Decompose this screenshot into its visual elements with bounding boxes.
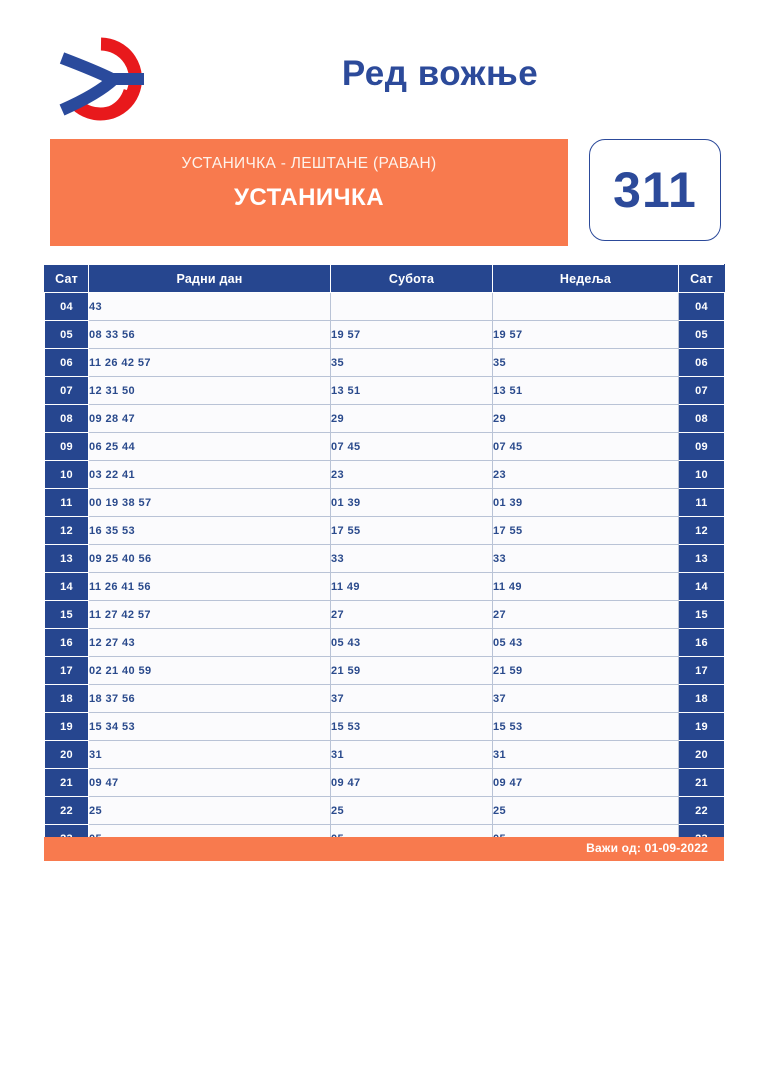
saturday-times-cell: 11 49 — [331, 573, 493, 601]
hour-cell-right: 22 — [679, 797, 725, 825]
weekday-times-cell: 03 22 41 — [89, 461, 331, 489]
sunday-times-cell: 17 55 — [493, 517, 679, 545]
table-row — [45, 545, 725, 573]
saturday-times-cell: 01 39 — [331, 489, 493, 517]
hour-cell-right: 14 — [679, 573, 725, 601]
hour-cell-right: 21 — [679, 769, 725, 797]
hour-cell-left: 05 — [45, 321, 89, 349]
hour-cell-left: 09 — [45, 433, 89, 461]
table-header — [45, 265, 725, 293]
saturday-times-cell: 23 — [331, 461, 493, 489]
sunday-times-cell: 23 — [493, 461, 679, 489]
weekday-times-cell: 09 28 47 — [89, 405, 331, 433]
weekday-times-cell: 00 19 38 57 — [89, 489, 331, 517]
weekday-times-cell: 31 — [89, 741, 331, 769]
sunday-times-cell: 31 — [493, 741, 679, 769]
saturday-times-cell: 31 — [331, 741, 493, 769]
weekday-times-cell: 02 21 40 59 — [89, 657, 331, 685]
column-header-saturday: Субота — [331, 265, 493, 293]
weekday-times-cell: 15 34 53 — [89, 713, 331, 741]
table-row — [45, 377, 725, 405]
table-row — [45, 601, 725, 629]
saturday-times-cell: 21 59 — [331, 657, 493, 685]
sunday-times-cell: 19 57 — [493, 321, 679, 349]
hour-cell-right: 15 — [679, 601, 725, 629]
hour-cell-right: 19 — [679, 713, 725, 741]
line-number: 311 — [613, 162, 697, 218]
route-name: УСТАНИЧКА - ЛЕШТАНЕ (РАВАН) — [181, 155, 437, 172]
table-body — [45, 293, 725, 853]
sunday-times-cell: 21 59 — [493, 657, 679, 685]
hour-cell-left: 15 — [45, 601, 89, 629]
hour-cell-right: 07 — [679, 377, 725, 405]
hour-cell-left: 20 — [45, 741, 89, 769]
weekday-times-cell: 25 — [89, 797, 331, 825]
saturday-times-cell: 17 55 — [331, 517, 493, 545]
saturday-times-cell: 07 45 — [331, 433, 493, 461]
sunday-times-cell: 01 39 — [493, 489, 679, 517]
weekday-times-cell: 12 31 50 — [89, 377, 331, 405]
hour-cell-right: 10 — [679, 461, 725, 489]
column-header-sunday: Недеља — [493, 265, 679, 293]
hour-cell-left: 11 — [45, 489, 89, 517]
sunday-times-cell: 29 — [493, 405, 679, 433]
valid-from-label: Важи од: 01-09-2022 — [586, 841, 708, 855]
weekday-times-cell: 09 25 40 56 — [89, 545, 331, 573]
line-number-badge — [589, 139, 721, 241]
weekday-times-cell: 12 27 43 — [89, 629, 331, 657]
weekday-times-cell: 11 27 42 57 — [89, 601, 331, 629]
hour-cell-right: 17 — [679, 657, 725, 685]
table-row — [45, 461, 725, 489]
table-row — [45, 321, 725, 349]
sunday-times-cell: 09 47 — [493, 769, 679, 797]
footer-strip — [44, 837, 724, 861]
sunday-times-cell: 11 49 — [493, 573, 679, 601]
hour-cell-left: 21 — [45, 769, 89, 797]
table-row — [45, 629, 725, 657]
saturday-times-cell: 29 — [331, 405, 493, 433]
hour-cell-right: 05 — [679, 321, 725, 349]
table-row — [45, 573, 725, 601]
weekday-times-cell: 18 37 56 — [89, 685, 331, 713]
saturday-times-cell: 27 — [331, 601, 493, 629]
departures-table — [44, 264, 725, 853]
saturday-times-cell: 15 53 — [331, 713, 493, 741]
saturday-times-cell: 35 — [331, 349, 493, 377]
sunday-times-cell: 37 — [493, 685, 679, 713]
sunday-times-cell: 33 — [493, 545, 679, 573]
sunday-times-cell: 25 — [493, 797, 679, 825]
weekday-times-cell: 09 47 — [89, 769, 331, 797]
table-row — [45, 489, 725, 517]
hour-cell-left: 08 — [45, 405, 89, 433]
weekday-times-cell: 16 35 53 — [89, 517, 331, 545]
jgp-ring-arrow-logo-icon — [52, 36, 150, 122]
hour-cell-left: 07 — [45, 377, 89, 405]
weekday-times-cell: 08 33 56 — [89, 321, 331, 349]
table-row — [45, 293, 725, 321]
hour-cell-left: 12 — [45, 517, 89, 545]
hour-cell-left: 18 — [45, 685, 89, 713]
table-header-row — [45, 265, 725, 293]
column-header-hour-left: Сат — [45, 265, 89, 293]
hour-cell-right: 04 — [679, 293, 725, 321]
column-header-hour-right: Сат — [679, 265, 725, 293]
hour-cell-left: 14 — [45, 573, 89, 601]
table-row — [45, 349, 725, 377]
saturday-times-cell: 05 43 — [331, 629, 493, 657]
table-row — [45, 685, 725, 713]
weekday-times-cell: 06 25 44 — [89, 433, 331, 461]
weekday-times-cell: 43 — [89, 293, 331, 321]
sunday-times-cell — [493, 293, 679, 321]
route-terminus: УСТАНИЧКА — [233, 184, 385, 211]
hour-cell-right: 09 — [679, 433, 725, 461]
table-row — [45, 517, 725, 545]
sunday-times-cell: 05 43 — [493, 629, 679, 657]
hour-cell-left: 22 — [45, 797, 89, 825]
hour-cell-right: 16 — [679, 629, 725, 657]
hour-cell-right: 06 — [679, 349, 725, 377]
saturday-times-cell — [331, 293, 493, 321]
weekday-times-cell: 11 26 42 57 — [89, 349, 331, 377]
table-row — [45, 405, 725, 433]
table-row — [45, 657, 725, 685]
hour-cell-right: 18 — [679, 685, 725, 713]
saturday-times-cell: 37 — [331, 685, 493, 713]
route-banner — [50, 139, 568, 246]
sunday-times-cell: 13 51 — [493, 377, 679, 405]
weekday-times-cell: 11 26 41 56 — [89, 573, 331, 601]
page-title: Ред вожње — [341, 54, 539, 93]
saturday-times-cell: 25 — [331, 797, 493, 825]
hour-cell-left: 10 — [45, 461, 89, 489]
column-header-weekday: Радни дан — [89, 265, 331, 293]
timetable-container — [44, 264, 724, 853]
table-row — [45, 741, 725, 769]
hour-cell-left: 06 — [45, 349, 89, 377]
hour-cell-left: 17 — [45, 657, 89, 685]
hour-cell-right: 08 — [679, 405, 725, 433]
table-row — [45, 769, 725, 797]
hour-cell-left: 19 — [45, 713, 89, 741]
sunday-times-cell: 35 — [493, 349, 679, 377]
sunday-times-cell: 15 53 — [493, 713, 679, 741]
hour-cell-left: 04 — [45, 293, 89, 321]
sunday-times-cell: 27 — [493, 601, 679, 629]
hour-cell-right: 12 — [679, 517, 725, 545]
hour-cell-left: 16 — [45, 629, 89, 657]
saturday-times-cell: 19 57 — [331, 321, 493, 349]
hour-cell-left: 13 — [45, 545, 89, 573]
saturday-times-cell: 13 51 — [331, 377, 493, 405]
saturday-times-cell: 09 47 — [331, 769, 493, 797]
hour-cell-right: 13 — [679, 545, 725, 573]
hour-cell-right: 11 — [679, 489, 725, 517]
saturday-times-cell: 33 — [331, 545, 493, 573]
table-row — [45, 433, 725, 461]
page-header — [0, 0, 768, 130]
table-row — [45, 713, 725, 741]
hour-cell-right: 20 — [679, 741, 725, 769]
table-row — [45, 797, 725, 825]
sunday-times-cell: 07 45 — [493, 433, 679, 461]
